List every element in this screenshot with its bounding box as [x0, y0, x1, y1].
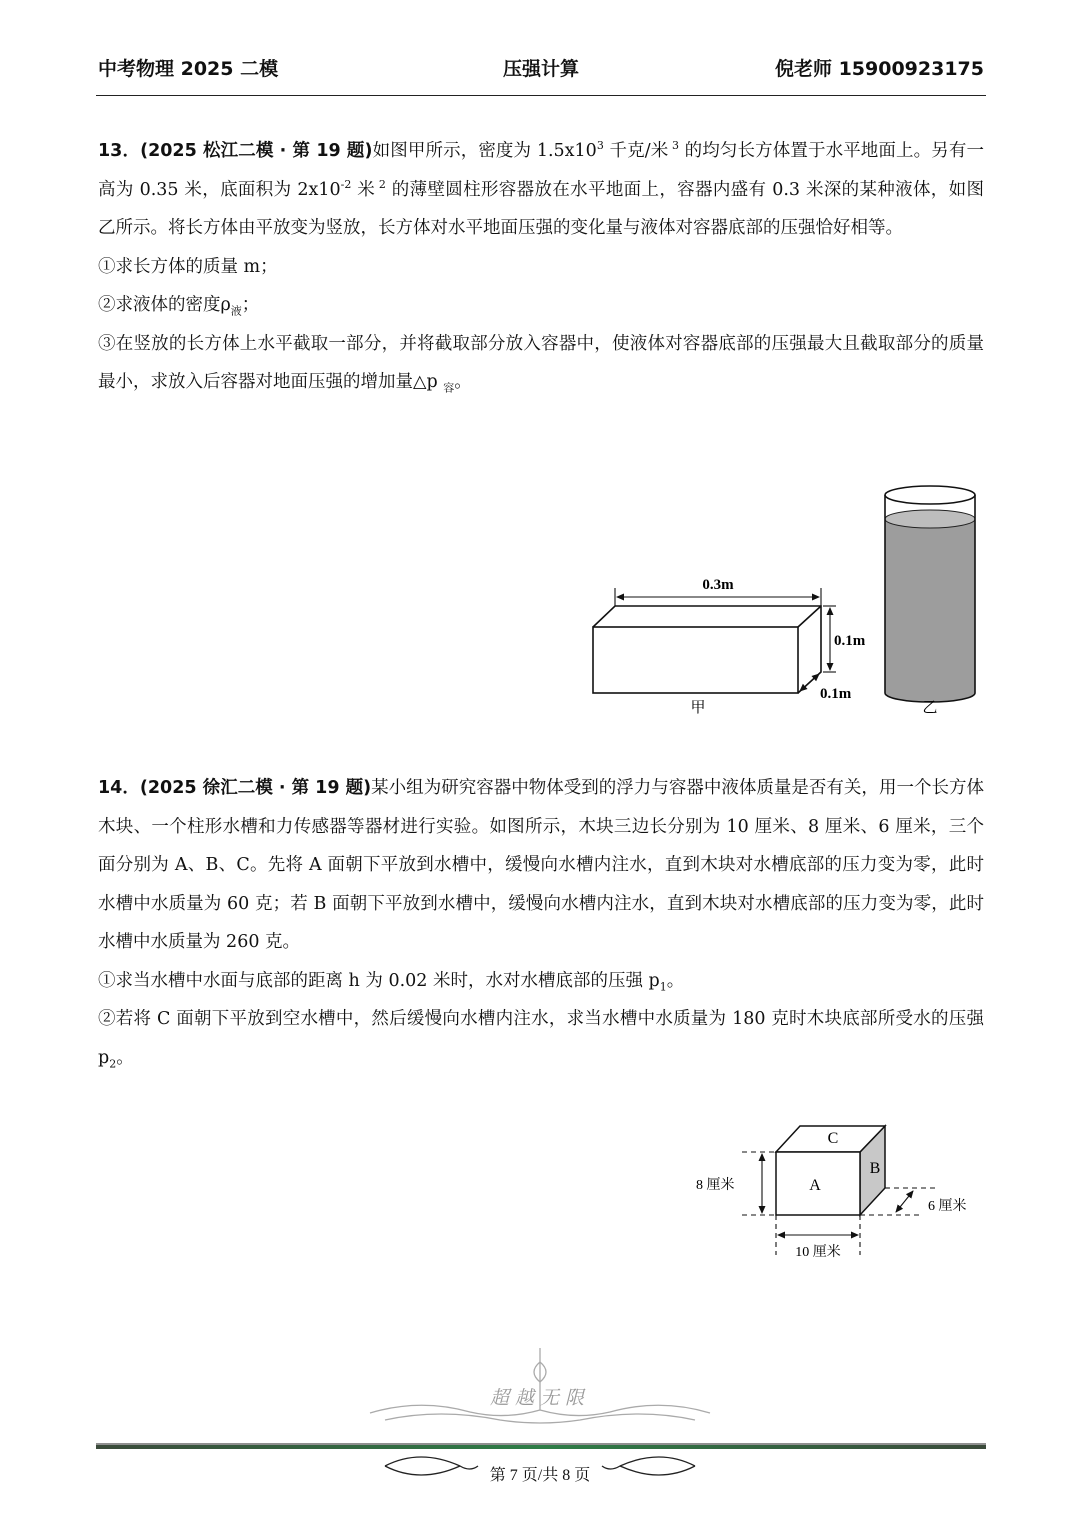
question-13-text: 的均匀长方体置于水平地面上。另有一高为 0.35 米，底面积为 2x10: [98, 141, 985, 200]
question-13-item-3: [98, 325, 984, 402]
face-b-label: B: [869, 1160, 881, 1177]
exponent: 2: [375, 177, 386, 191]
exponent: -2: [340, 177, 352, 191]
subscript: 1: [659, 980, 667, 993]
item-text: 。: [116, 1047, 134, 1068]
header-course: 中考物理 2025 二模: [98, 58, 279, 80]
page-current: 7: [509, 1467, 518, 1484]
caption-jia: 甲: [690, 700, 706, 716]
question-14-item-2: [98, 1000, 984, 1077]
depth-label: 0.1m: [820, 686, 852, 702]
face-c-label: C: [827, 1130, 839, 1147]
subscript: 容: [443, 381, 455, 395]
exponent: 3: [596, 139, 604, 153]
header-divider: [96, 95, 986, 96]
header-teacher: 倪老师 15900923175: [774, 58, 984, 80]
question-13-item-2: [98, 286, 984, 325]
page-mid: 页/共: [521, 1467, 559, 1484]
question-13-title: 13．(2025 松江二模 · 第 19 题): [98, 141, 373, 161]
item-text: 。: [666, 970, 685, 991]
figure-13: [570, 478, 990, 728]
width-10cm-label: 10 厘米: [795, 1245, 841, 1260]
question-13-text: 的薄壁圆柱形容器放在水平地面上，容器内盛有 0.3 米深的某种液体，如图乙所示。将长方体由平放变为竖放，长方体对水平地面压强的变化量与液体对容器底部的压强恰好相等。: [98, 179, 984, 238]
figure-14: [690, 1118, 990, 1268]
length-label: 0.3m: [702, 577, 734, 593]
height-label: 0.1m: [834, 633, 866, 649]
dimension-lines: [615, 588, 836, 691]
question-14: [98, 769, 984, 1077]
item-text: 。: [454, 372, 472, 392]
flourish-icon: [370, 1348, 710, 1423]
item-text: ②求液体的密度ρ: [98, 295, 231, 315]
subscript: 液: [230, 304, 242, 318]
question-13-stem: [98, 132, 984, 248]
cylinder-container: [885, 486, 975, 702]
question-14-item-1: [98, 962, 984, 1001]
depth-6cm-label: 6 厘米: [928, 1199, 967, 1214]
subscript: 2: [109, 1057, 117, 1070]
footer-rule: [96, 1445, 986, 1449]
page-number: [0, 1462, 1080, 1485]
face-a-label: A: [809, 1177, 821, 1194]
question-13-text: 千克/米: [603, 141, 669, 161]
question-13: [98, 132, 984, 402]
height-8cm-label: 8 厘米: [696, 1178, 735, 1193]
question-14-text: 某小组为研究容器中物体受到的浮力与容器中液体质量是否有关，用一个长方体木块、一个柱形水槽和力传感器等器材进行实验。如图所示，木块三边长分别为 10 厘米、8 厘米、6 厘米，三个面分别为 A、B、C。先将 A 面朝下平放到水槽中，缓慢向水槽内注水，直到木块对水槽底部的压力变为零，此时水槽中水质量为 60 克；若 B 面朝下平放到水槽中，缓慢向水槽内注水，直到木块对水槽底部的压力变为零，此时水槽中水质量为 260 克。: [98, 778, 984, 952]
question-13-text: 如图甲所示，密度为 1.5x10: [372, 141, 597, 161]
item-text: ②若将 C 面朝下平放到空水槽中，然后缓慢向水槽内注水，求当水槽中水质量为 180 克时木块底部所受水的压强 p: [98, 1009, 984, 1068]
page-prefix: 第: [489, 1467, 506, 1484]
exponent: 3: [668, 139, 679, 153]
page-suffix: 页: [574, 1467, 591, 1484]
caption-yi: 乙: [922, 700, 938, 716]
header-topic: 压强计算: [502, 58, 579, 80]
cuboid-drawing: [593, 606, 821, 693]
question-14-stem: [98, 769, 984, 962]
logo-text: 超越无限: [489, 1388, 591, 1409]
question-14-title: 14．(2025 徐汇二模 · 第 19 题): [98, 778, 372, 798]
item-text: ③在竖放的长方体上水平截取一部分，并将截取部分放入容器中，使液体对容器底部的压强最大且截取部分的质量最小，求放入后容器对地面压强的增加量△p: [98, 333, 984, 392]
question-13-item-1: ①求长方体的质量 m；: [98, 256, 278, 277]
question-13-text: 米: [351, 179, 376, 200]
item-text: ；: [241, 295, 260, 315]
page-header: [98, 54, 984, 84]
page-total: 8: [562, 1467, 571, 1484]
item-text: ①求当水槽中水面与底部的距离 h 为 0.02 米时，水对水槽底部的压强 p: [98, 970, 660, 991]
